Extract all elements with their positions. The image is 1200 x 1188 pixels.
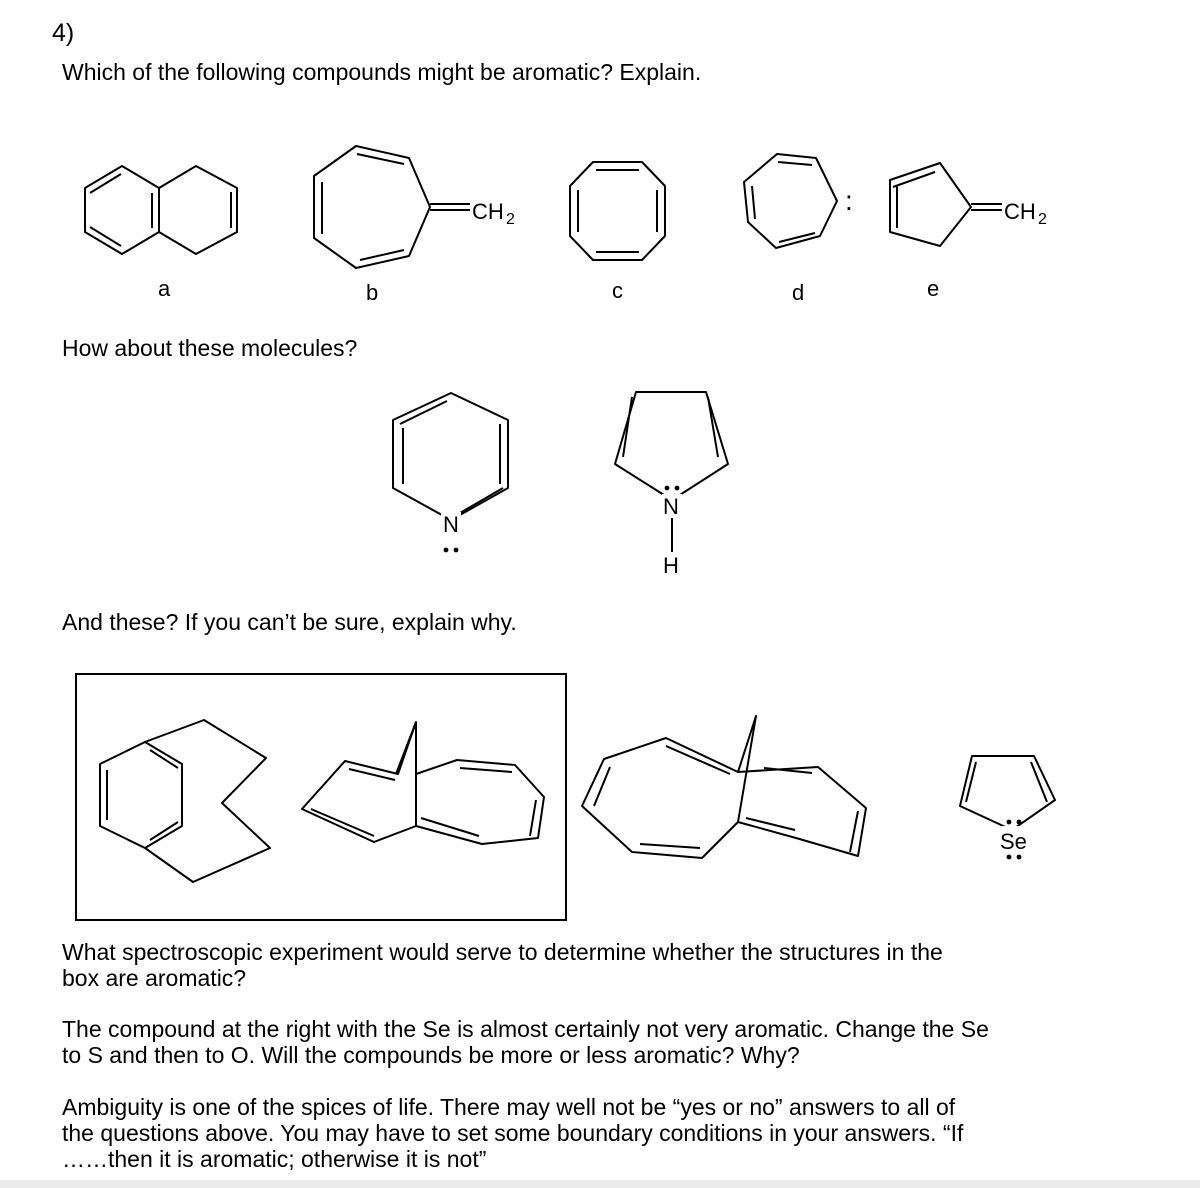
pyridine-lone-pair-dot xyxy=(454,548,459,553)
selenophene-selenium: Se xyxy=(1000,829,1027,854)
ch2-label-e: CH xyxy=(1004,199,1036,224)
paragraph-ambiguity-line3: ……then it is aromatic; otherwise it is not” xyxy=(62,1146,487,1172)
compound-pyrrole xyxy=(615,392,728,552)
question-number: 4) xyxy=(52,19,75,47)
compound-methano-annulene-boxed xyxy=(302,722,544,844)
compound-e-fulvene xyxy=(890,163,1003,246)
se-lone-pair-dot xyxy=(1007,855,1012,860)
ch2-subscript-e: 2 xyxy=(1038,211,1047,228)
pyrrole-hydrogen: H xyxy=(663,553,679,578)
compound-a-dihydronaphthalene xyxy=(85,166,237,254)
se-lone-pair-dot xyxy=(1007,820,1012,825)
prompt-aromatic: Which of the following compounds might be aromatic? Explain. xyxy=(62,59,702,85)
pyrrole-lone-pair-dot xyxy=(675,486,680,491)
label-e: e xyxy=(927,276,940,301)
paragraph-ambiguity-line2: the questions above. You may have to set some boundary conditions in your answers. “If xyxy=(62,1120,964,1146)
se-lone-pair-dot xyxy=(1017,820,1022,825)
compound-d-cycloheptatrienylidene xyxy=(744,154,837,248)
ch2-subscript-b: 2 xyxy=(506,211,515,228)
ch2-label-b: CH xyxy=(472,199,504,224)
paragraph-selenium-line2: to S and then to O. Will the compounds be more or less aromatic? Why? xyxy=(62,1042,800,1068)
compound-c-cyclooctatetraene xyxy=(570,162,665,260)
paragraph-selenium-line1: The compound at the right with the Se is almost certainly not very aromatic. Change the Se xyxy=(62,1016,989,1042)
prompt-how-about: How about these molecules? xyxy=(62,335,358,361)
pyridine-nitrogen: N xyxy=(443,512,459,537)
compound-b-heptafulvene xyxy=(314,146,470,268)
compound-pyridine xyxy=(393,393,508,520)
pyrrole-lone-pair-dot xyxy=(665,486,670,491)
label-b: b xyxy=(366,280,379,305)
paragraph-spectroscopy-line2: box are aromatic? xyxy=(62,965,247,991)
pyrrole-nitrogen: N xyxy=(663,494,679,519)
page-bottom-edge xyxy=(0,1180,1200,1188)
compound-selenophene xyxy=(960,756,1055,830)
label-a: a xyxy=(158,276,171,301)
paragraph-ambiguity-line1: Ambiguity is one of the spices of life. There may well not be “yes or no” answers to all of xyxy=(62,1094,956,1120)
label-d: d xyxy=(792,280,805,305)
paragraph-spectroscopy-line1: What spectroscopic experiment would serve to determine whether the structures in the xyxy=(62,939,943,965)
pyridine-lone-pair-dot xyxy=(444,548,449,553)
se-lone-pair-dot xyxy=(1017,855,1022,860)
label-c: c xyxy=(612,278,623,303)
compound-cyclophane xyxy=(100,720,270,882)
compound-bridged-annulene xyxy=(582,716,866,858)
prompt-and-these: And these? If you can’t be sure, explain why. xyxy=(62,609,517,635)
carbene-lone-pair: : xyxy=(845,185,853,216)
